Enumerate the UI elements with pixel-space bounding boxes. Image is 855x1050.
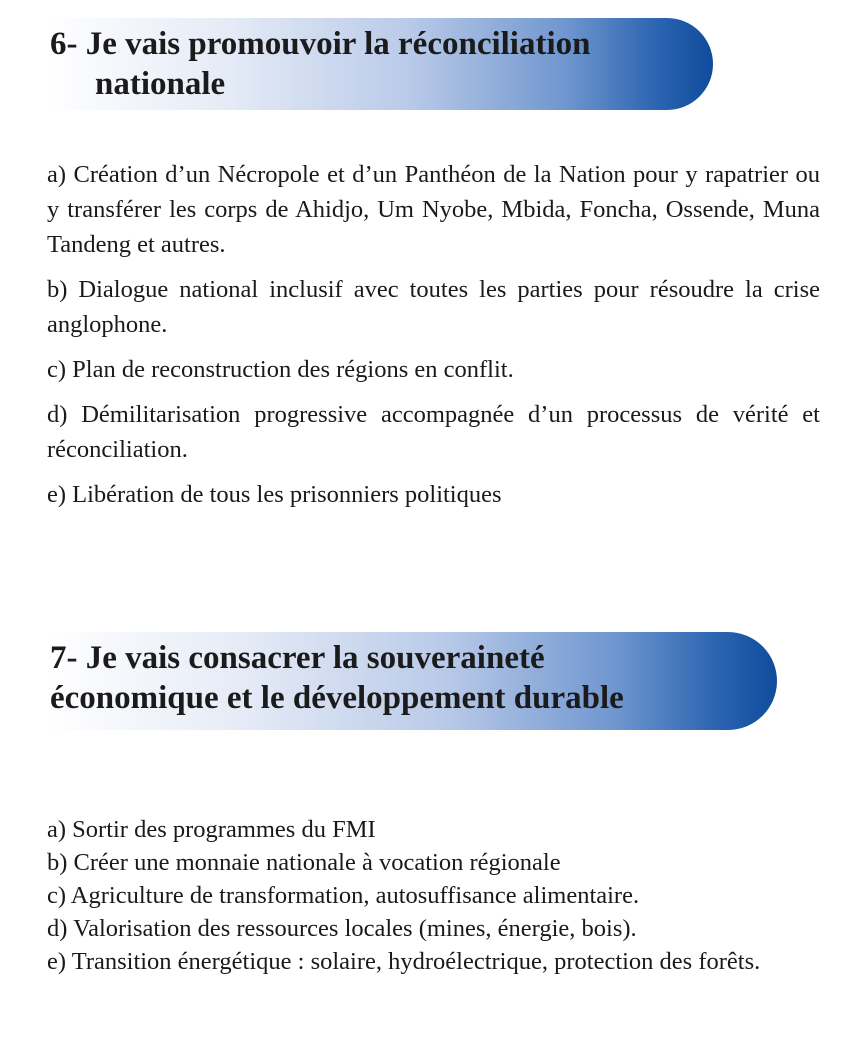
section-7-item-b: b) Créer une monnaie nationale à vocation régionale: [47, 849, 561, 876]
section-6-item-b: b) Dialogue national inclusif avec toutes les parties pour résoudre la crise anglophone.: [47, 276, 820, 338]
section-6-item-a: a) Création d’un Nécropole et d’un Panthéon de la Nation pour y rapatrier ou y transférer les corps de Ahidjo, Um Nyobe, Mbida, Foncha, Ossende, Muna Tandeng et autres.: [47, 161, 820, 258]
section-7-item-e: e) Transition énergétique : solaire, hydroélectrique, protection des forêts.: [47, 948, 761, 975]
section-6-title-line-1: 6- Je vais promouvoir la réconciliation: [50, 26, 591, 62]
section-7-item-d: d) Valorisation des ressources locales (mines, énergie, bois).: [47, 915, 637, 942]
section-7-title-line-1: 7- Je vais consacrer la souveraineté: [50, 640, 545, 676]
section-7-title-line-2: économique et le développement durable: [50, 680, 624, 716]
section-7-title: [50, 638, 624, 718]
section-7-list: [47, 813, 827, 978]
section-6-item-d: d) Démilitarisation progressive accompagnée d’un processus de vérité et réconciliation.: [47, 401, 820, 463]
section-6-title: [50, 24, 591, 104]
section-7-item-a: a) Sortir des programmes du FMI: [47, 816, 376, 843]
section-6-title-line-2: nationale: [95, 66, 226, 102]
section-6-item-c: c) Plan de reconstruction des régions en conflit.: [47, 356, 514, 383]
section-7-item-c: c) Agriculture de transformation, autosuffisance alimentaire.: [47, 882, 640, 909]
section-6-item-e: e) Libération de tous les prisonniers politiques: [47, 481, 502, 508]
